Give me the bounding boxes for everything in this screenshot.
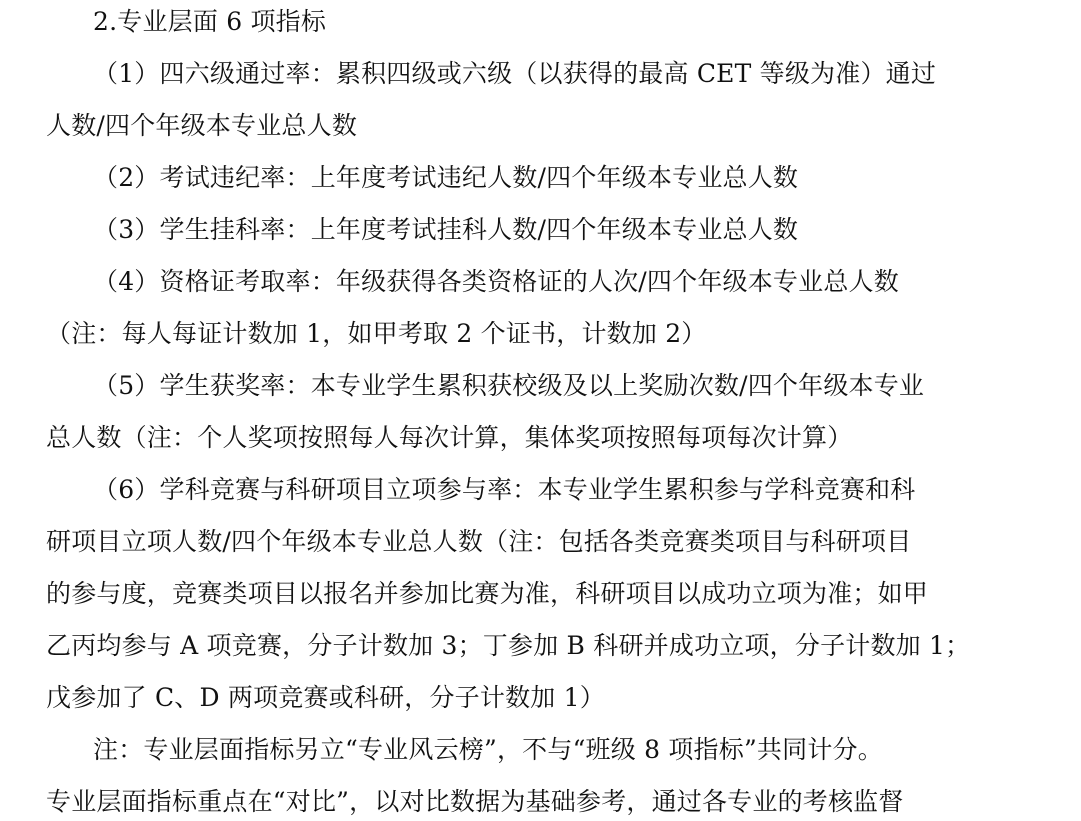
item-6-line-5: 戊参加了 C、D 两项竞赛或科研，分子计数加 1）: [46, 683, 605, 712]
item-1-line-1: （1）四六级通过率：累积四级或六级（以获得的最高 CET 等级为准）通过: [93, 59, 937, 88]
item-1-line-2: 人数/四个年级本专业总人数: [46, 111, 358, 140]
item-6-line-1: （6）学科竞赛与科研项目立项参与率：本专业学生累积参与学科竞赛和科: [93, 475, 916, 504]
item-2-line-1: （2）考试违纪率：上年度考试违纪人数/四个年级本专业总人数: [93, 163, 799, 192]
item-6-line-2: 研项目立项人数/四个年级本专业总人数（注：包括各类竞赛类项目与科研项目: [46, 527, 912, 556]
note-line-1: 注：专业层面指标另立“专业风云榜”，不与“班级 8 项指标”共同计分。: [93, 735, 883, 764]
item-4-line-2: （注：每人每证计数加 1，如甲考取 2 个证书，计数加 2）: [46, 319, 707, 348]
item-5-line-1: （5）学生获奖率：本专业学生累积获校级及以上奖励次数/四个年级本专业: [93, 371, 925, 400]
note-line-2: 专业层面指标重点在“对比”，以对比数据为基础参考，通过各专业的考核监督: [46, 787, 904, 816]
item-6-line-3: 的参与度，竞赛类项目以报名并参加比赛为准，科研项目以成功立项为准；如甲: [46, 579, 929, 608]
section-heading: 2.专业层面 6 项指标: [93, 7, 327, 36]
item-5-line-2: 总人数（注：个人奖项按照每人每次计算，集体奖项按照每项每次计算）: [46, 423, 853, 452]
item-4-line-1: （4）资格证考取率：年级获得各类资格证的人次/四个年级本专业总人数: [93, 267, 899, 296]
item-6-line-4: 乙丙均参与 A 项竞赛，分子计数加 3；丁参加 B 科研并成功立项，分子计数加 1；: [46, 631, 971, 660]
item-3-line-1: （3）学生挂科率：上年度考试挂科人数/四个年级本专业总人数: [93, 215, 799, 244]
